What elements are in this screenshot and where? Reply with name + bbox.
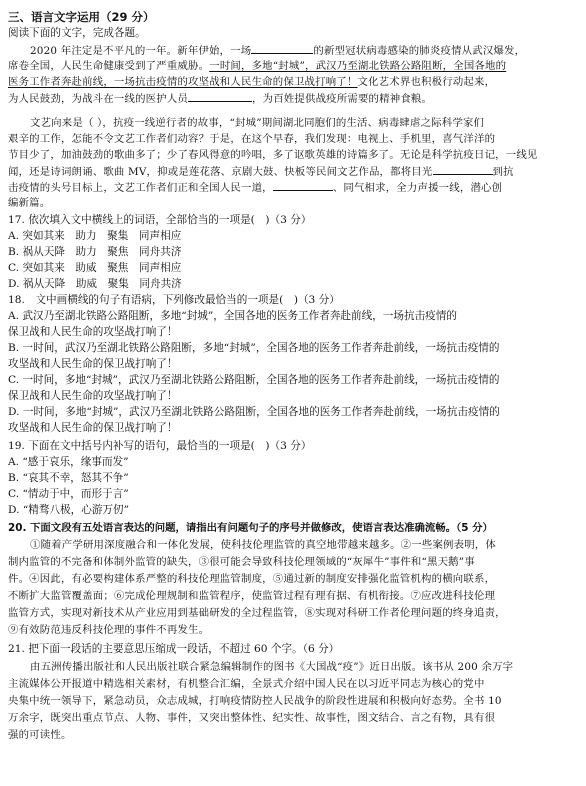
option-line: A. 武汉乃至湖北铁路公路阻断，多地“封城”，全国各地的医务工作者奔赴前线，一场抗击疫情的	[8, 310, 457, 322]
passage-line: 为人民鼓劲，为战斗在一线的医护人员 ，为百姓提供战疫所需要的精神食粮。	[8, 93, 433, 105]
q21-text-line: 万余字，既突出重点节点、人物、事件，又突出整体性、纪实性、故事性，图文结合、言之有物，具有很	[8, 712, 496, 724]
question-19-stem: 19. 下面在文中括号内补写的语句，最恰当的一项是( )（3 分）	[8, 440, 312, 452]
q21-text-line: 由五洲传播出版社和人民出版社联合紧急编辑制作的图书《大国战“疫”》近日出版。该书从 200 余万字	[30, 661, 514, 673]
option: B. 祸从天降 助力 聚焦 同舟共济	[8, 246, 182, 258]
question-21-stem: 21. 把下面一段话的主要意思压缩成一段话，不超过 60 个字。（6 分）	[8, 643, 340, 655]
passage-line: 击疫情的头号目标上，文艺工作者们正和全国人民一道， 、同气相求，全力声援一线，潜心创	[8, 182, 503, 194]
q21-text-line: 强的可读性。	[8, 729, 72, 741]
option: D. 祸从天降 助威 聚集 同舟共济	[8, 278, 182, 290]
question-18-stem: 18. 文中画横线的句子有语病，下列修改最恰当的一项是( )（3 分）	[8, 294, 340, 306]
option-line: 保卫战和人民生命的攻坚战打响了！	[8, 390, 178, 402]
question-20-stem: 20. 下面文段有五处语言表达的问题，请指出有问题句子的序号并做修改，使语言表达准确流畅。（5 分）	[8, 522, 493, 534]
passage-line: 席卷全国，人民生命健康受到了严重威胁。一时间，多地“封城”，武汉乃至湖北铁路公路阻断，全国各地的	[8, 60, 507, 72]
q20-text-line: 制内监管的不完备和体制外监管的缺失，③很可能会导致科技伦理领域的“灰犀牛”事件和“黑天鹅”事	[8, 556, 475, 568]
blank-4	[273, 180, 333, 191]
passage-line: 闻，还是诗词朗诵、歌曲 MV，抑或是莲花落、京剧大鼓、快板等民间文艺作品，都将目光 到抗	[8, 166, 514, 178]
option: A. 突如其来 助力 聚集 同声相应	[8, 230, 182, 242]
blank-1	[251, 43, 313, 54]
q21-text-line: 主流媒体公开报道中精选相关素材，有机整合汇编，全景式介绍中国人民在以习近平同志为核心的党中	[8, 678, 485, 690]
option-line: C. 一时间，多地“封城”，武汉乃至湖北铁路公路阻断，全国各地的医务工作者奔赴前线，一场抗击疫情的	[8, 374, 500, 386]
q20-text-line: ①随着产学研用深度融合和一体化发展，使科技伦理监管的真空地带越来越多。②一些案例表明，体	[30, 539, 496, 551]
option: D. “精骛八极，心游万仞”	[8, 504, 130, 516]
section-title: 三、语言文字运用（29 分）	[8, 10, 155, 24]
q20-text-line: 件。④因此，有必要构建体系严整的科技伦理监管制度，⑤通过新的制度安排强化监管机构的横向联系，	[8, 573, 496, 585]
option-line: 攻坚战和人民生命的保卫战打响了！	[8, 358, 178, 370]
option-line: B. 一时间，武汉乃至湖北铁路公路阻断，多地“封城”，全国各地的医务工作者奔赴前线，一场抗击疫情的	[8, 342, 500, 354]
underlined-sentence: 医务工作者奔赴前线，一场抗击疫情的攻坚战和人民生命的保卫战打响了！	[8, 76, 358, 88]
question-17-stem: 17. 依次填入文中横线上的词语，全部恰当的一项是( )（3 分）	[8, 214, 312, 226]
passage-line: 编新篇。	[8, 197, 51, 209]
option: C. “情动于中，而形于言”	[8, 488, 129, 500]
option: A. “感于哀乐，缘事而发”	[8, 456, 129, 468]
section-instruction: 阅读下面的文字，完成各题。	[8, 27, 146, 39]
q20-text-line: 不断扩大监管覆盖面；⑥完成伦理规制和监管程序，使监管过程有理有据、有机衔接。⑦应改进科技伦理	[8, 590, 496, 602]
q20-text-line: 监管方式，实现对新技术从产业应用到基础研发的全过程监管，⑧实现对科研工作者伦理问题的终身追责，	[8, 607, 506, 619]
q21-text-line: 央集中统一领导下，紧急动员，众志成城，打响疫情防控人民战争的阶段性进展和积极向好态势。全书 10	[8, 695, 502, 707]
passage-line: 节目少了，加油鼓劲的歌曲多了；少了春风得意的吟唱，多了讴歌英雄的诗篇多了。无论是科学抗疫日记，一线见	[8, 149, 538, 161]
passage-line: 艰辛的工作，怎能不令文艺工作者们动容？于是，在这个早春，我们发现：电视上、手机里，喜气洋洋的	[8, 133, 496, 145]
option-line: D. 一时间，多地“封城”，武汉乃至湖北铁路公路阻断，全国各地的医务工作者奔赴前线，一场抗击疫情的	[8, 406, 500, 418]
option-line: 保卫战和人民生命的攻坚战打响了！	[8, 326, 178, 338]
passage-line: 文艺向来是（ ），抗疫一线逆行者的故事，“封城”期间湖北同胞们的生活、病毒肆虐之际科学家们	[30, 117, 485, 129]
option: C. 突如其来 助威 聚焦 同声相应	[8, 262, 182, 274]
blank-3	[433, 164, 493, 175]
option-line: 攻坚战和人民生命的保卫战打响了！	[8, 422, 178, 434]
q20-text-line: ⑨有效防范违反科技伦理的事件不再发生。	[8, 624, 210, 636]
passage-line: 2020 年注定是不平凡的一年。新年伊始，一场 的新型冠状病毒感染的肺炎疫情从武汉爆发，	[30, 45, 526, 57]
underlined-sentence: 一时间，多地“封城”，武汉乃至湖北铁路公路阻断，全国各地的	[209, 60, 507, 72]
blank-2	[188, 91, 252, 102]
passage-line: 医务工作者奔赴前线，一场抗击疫情的攻坚战和人民生命的保卫战打响了！文化艺术界也积极行动起来，	[8, 76, 496, 88]
option: B. “哀其不幸，怒其不争”	[8, 472, 129, 484]
